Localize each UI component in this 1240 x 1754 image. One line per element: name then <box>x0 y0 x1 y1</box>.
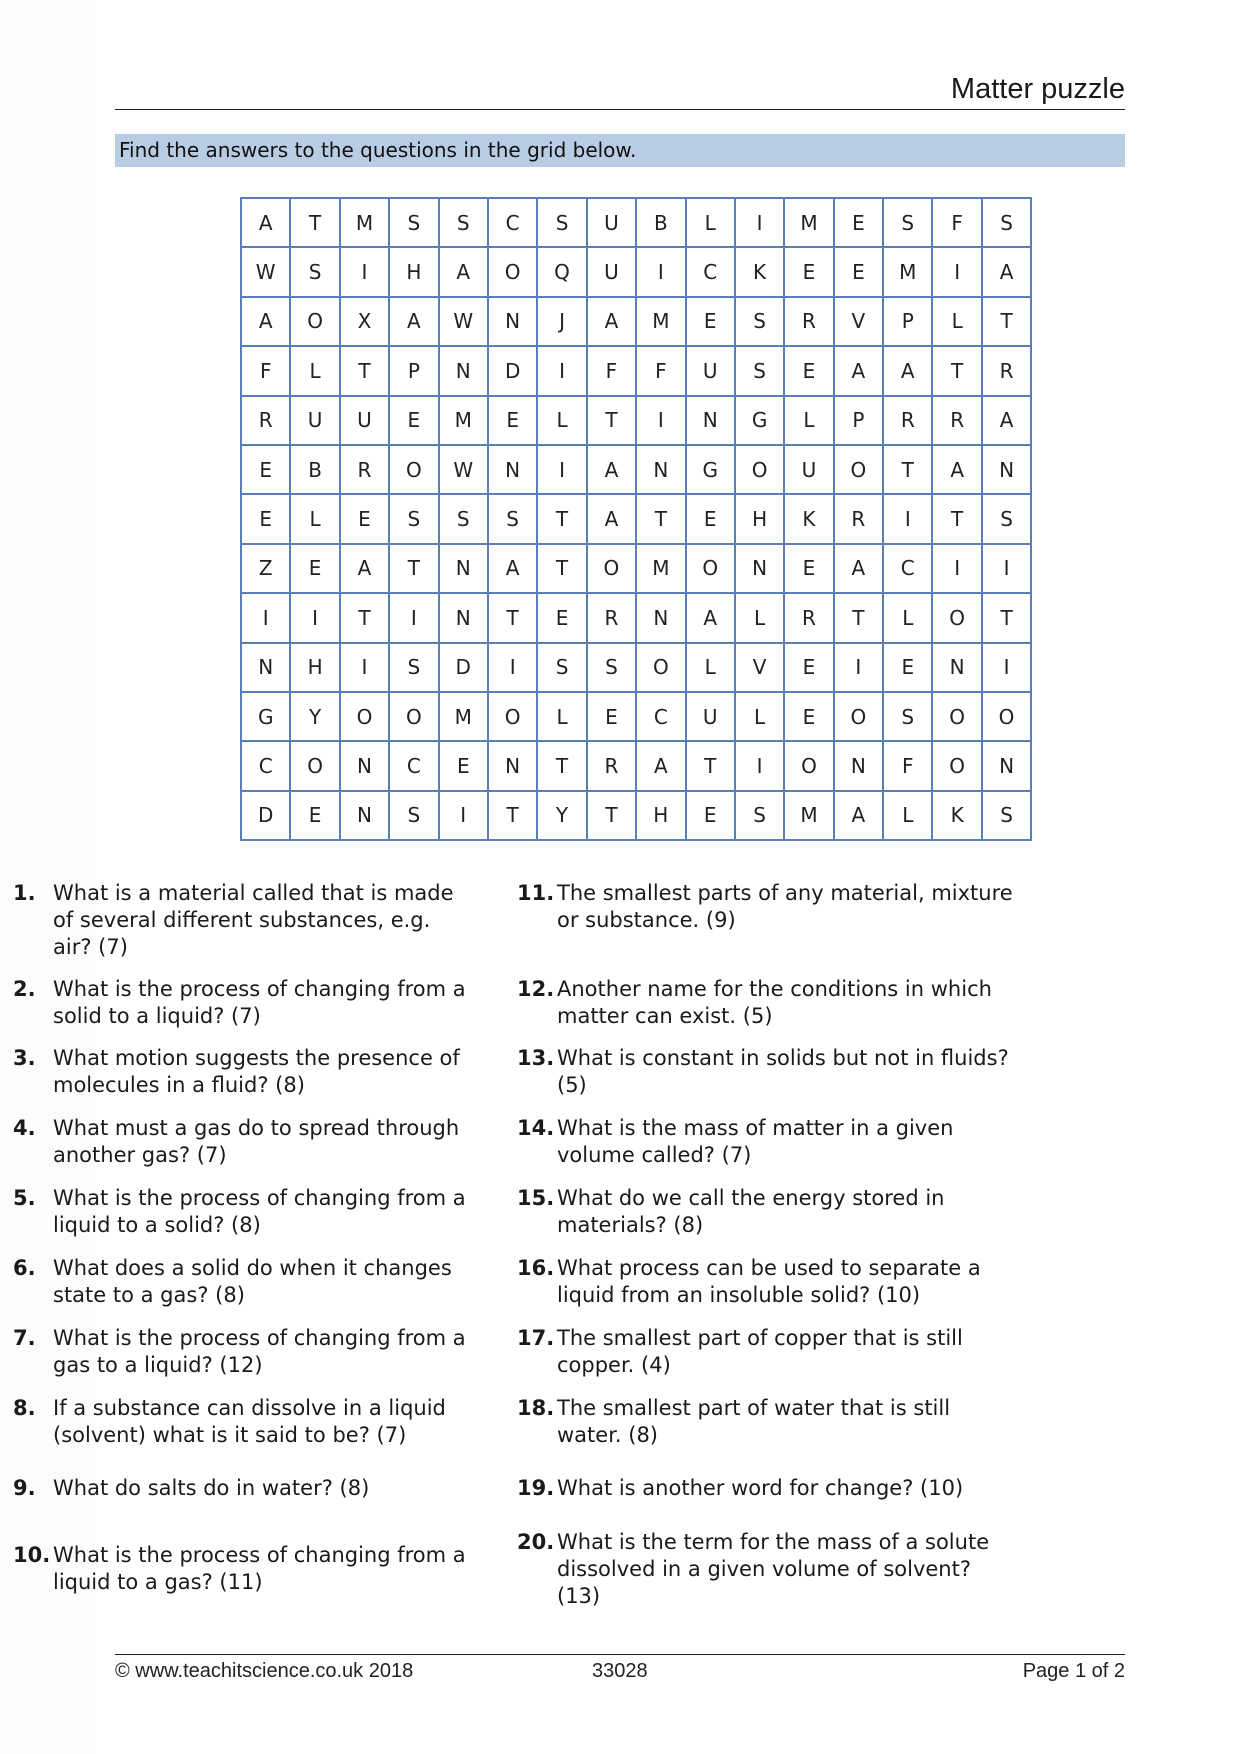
grid-cell: G <box>735 396 784 445</box>
grid-cell: T <box>982 593 1031 642</box>
grid-cell: S <box>883 198 932 247</box>
grid-cell: I <box>340 643 389 692</box>
question-text: What is the process of changing from a liquid to a solid? (8) <box>53 1186 466 1237</box>
grid-cell: A <box>241 297 290 346</box>
grid-cell: C <box>636 692 685 741</box>
grid-cell: B <box>290 445 339 494</box>
grid-cell: S <box>883 692 932 741</box>
grid-cell: O <box>290 741 339 790</box>
grid-row <box>241 396 1031 445</box>
grid-cell: A <box>389 297 438 346</box>
grid-row <box>241 544 1031 593</box>
grid-cell: L <box>537 692 586 741</box>
grid-cell: S <box>982 198 1031 247</box>
grid-row <box>241 247 1031 296</box>
grid-cell: L <box>290 494 339 543</box>
grid-cell: O <box>488 247 537 296</box>
grid-cell: I <box>636 247 685 296</box>
question-text: What is another word for change? (10) <box>557 1476 964 1500</box>
question-item <box>517 1115 1017 1169</box>
grid-cell: I <box>735 198 784 247</box>
grid-cell: N <box>488 741 537 790</box>
grid-cell: I <box>290 593 339 642</box>
grid-cell: I <box>537 445 586 494</box>
grid-cell: O <box>932 593 981 642</box>
grid-cell: N <box>636 445 685 494</box>
grid-cell: I <box>834 643 883 692</box>
grid-cell: W <box>241 247 290 296</box>
grid-cell: S <box>389 198 438 247</box>
grid-cell: M <box>636 544 685 593</box>
question-number: 9. <box>13 1476 36 1500</box>
grid-cell: R <box>784 297 833 346</box>
question-item <box>13 1255 473 1309</box>
grid-cell: L <box>883 791 932 840</box>
grid-cell: A <box>982 247 1031 296</box>
grid-cell: M <box>439 692 488 741</box>
grid-cell: R <box>982 346 1031 395</box>
question-item <box>517 1045 1017 1099</box>
grid-cell: E <box>686 297 735 346</box>
grid-cell: P <box>834 396 883 445</box>
grid-cell: O <box>834 445 883 494</box>
grid-cell: M <box>340 198 389 247</box>
question-item <box>13 880 473 961</box>
question-text: What is the process of changing from a solid to a liquid? (7) <box>53 977 466 1028</box>
grid-cell: A <box>241 198 290 247</box>
grid-cell: E <box>834 198 883 247</box>
grid-cell: A <box>587 494 636 543</box>
question-number: 5. <box>13 1186 36 1210</box>
grid-cell: L <box>883 593 932 642</box>
question-item <box>517 976 1017 1030</box>
grid-cell: T <box>389 544 438 593</box>
question-number: 18. <box>517 1396 555 1420</box>
grid-cell: R <box>587 593 636 642</box>
grid-cell: S <box>389 791 438 840</box>
grid-cell: T <box>488 593 537 642</box>
grid-cell: N <box>982 741 1031 790</box>
grid-cell: C <box>389 741 438 790</box>
grid-cell: M <box>636 297 685 346</box>
grid-row <box>241 346 1031 395</box>
grid-cell: I <box>982 544 1031 593</box>
grid-cell: S <box>735 346 784 395</box>
question-item <box>13 1045 473 1099</box>
grid-cell: O <box>834 692 883 741</box>
question-number: 17. <box>517 1326 555 1350</box>
grid-cell: I <box>389 593 438 642</box>
grid-cell: Z <box>241 544 290 593</box>
question-text: What is the process of changing from a gas to a liquid? (12) <box>53 1326 466 1377</box>
grid-cell: E <box>389 396 438 445</box>
grid-cell: A <box>587 445 636 494</box>
grid-cell: S <box>537 198 586 247</box>
grid-cell: D <box>241 791 290 840</box>
grid-cell: E <box>290 791 339 840</box>
grid-cell: H <box>389 247 438 296</box>
grid-cell: S <box>982 494 1031 543</box>
grid-cell: K <box>735 247 784 296</box>
grid-cell: L <box>932 297 981 346</box>
grid-cell: A <box>834 791 883 840</box>
grid-cell: I <box>241 593 290 642</box>
grid-cell: C <box>686 247 735 296</box>
question-number: 6. <box>13 1256 36 1280</box>
grid-cell: L <box>686 198 735 247</box>
grid-cell: N <box>439 593 488 642</box>
grid-cell: N <box>488 297 537 346</box>
question-item <box>517 1255 1017 1309</box>
grid-cell: N <box>241 643 290 692</box>
grid-cell: T <box>290 198 339 247</box>
question-number: 3. <box>13 1046 36 1070</box>
grid-cell: N <box>982 445 1031 494</box>
grid-cell: O <box>389 445 438 494</box>
grid-cell: N <box>686 396 735 445</box>
grid-cell: O <box>488 692 537 741</box>
question-text: If a substance can dissolve in a liquid (solvent) what is it said to be? (7) <box>53 1396 446 1447</box>
question-text: What process can be used to separate a liquid from an insoluble solid? (10) <box>557 1256 981 1307</box>
grid-cell: M <box>784 791 833 840</box>
grid-cell: U <box>290 396 339 445</box>
grid-cell: T <box>537 741 586 790</box>
grid-cell: N <box>439 544 488 593</box>
question-item <box>517 1185 1017 1239</box>
grid-cell: M <box>439 396 488 445</box>
footer-page-number: Page 1 of 2 <box>1022 1660 1125 1682</box>
question-number: 15. <box>517 1186 555 1210</box>
grid-cell: S <box>982 791 1031 840</box>
grid-cell: I <box>439 791 488 840</box>
question-text: The smallest part of copper that is still copper. (4) <box>557 1326 963 1377</box>
grid-row <box>241 741 1031 790</box>
question-number: 19. <box>517 1476 555 1500</box>
grid-cell: F <box>636 346 685 395</box>
grid-cell: I <box>932 544 981 593</box>
grid-cell: E <box>241 494 290 543</box>
question-item <box>517 1475 1017 1502</box>
footer-divider <box>115 1654 1125 1655</box>
question-item <box>13 1185 473 1239</box>
title-divider <box>115 109 1125 110</box>
grid-cell: S <box>439 494 488 543</box>
grid-cell: T <box>340 593 389 642</box>
question-number: 10. <box>13 1543 51 1567</box>
grid-cell: S <box>389 494 438 543</box>
grid-cell: U <box>340 396 389 445</box>
grid-cell: W <box>439 297 488 346</box>
grid-cell: G <box>241 692 290 741</box>
grid-cell: S <box>587 643 636 692</box>
grid-cell: H <box>735 494 784 543</box>
grid-cell: I <box>932 247 981 296</box>
grid-cell: R <box>834 494 883 543</box>
grid-cell: O <box>932 741 981 790</box>
question-text: What do we call the energy stored in materials? (8) <box>557 1186 945 1237</box>
grid-cell: I <box>537 346 586 395</box>
grid-cell: O <box>587 544 636 593</box>
grid-cell: V <box>834 297 883 346</box>
grid-cell: R <box>241 396 290 445</box>
grid-cell: O <box>784 741 833 790</box>
grid-cell: I <box>636 396 685 445</box>
grid-cell: A <box>834 544 883 593</box>
grid-cell: E <box>834 247 883 296</box>
grid-cell: T <box>537 494 586 543</box>
question-text: What do salts do in water? (8) <box>53 1476 370 1500</box>
grid-cell: E <box>686 791 735 840</box>
grid-cell: E <box>439 741 488 790</box>
grid-cell: C <box>883 544 932 593</box>
question-number: 20. <box>517 1530 555 1554</box>
grid-cell: L <box>537 396 586 445</box>
grid-cell: R <box>340 445 389 494</box>
grid-cell: A <box>340 544 389 593</box>
grid-cell: T <box>587 396 636 445</box>
grid-cell: S <box>735 791 784 840</box>
question-number: 11. <box>517 881 555 905</box>
grid-cell: I <box>883 494 932 543</box>
grid-cell: S <box>537 643 586 692</box>
grid-row <box>241 692 1031 741</box>
grid-cell: F <box>587 346 636 395</box>
grid-cell: E <box>784 544 833 593</box>
grid-cell: T <box>587 791 636 840</box>
grid-cell: H <box>636 791 685 840</box>
grid-cell: T <box>834 593 883 642</box>
grid-row <box>241 297 1031 346</box>
question-text: What is the mass of matter in a given volume called? (7) <box>557 1116 954 1167</box>
footer-copyright: © www.teachitscience.co.uk 2018 <box>115 1660 414 1682</box>
question-text: The smallest parts of any material, mixture or substance. (9) <box>557 881 1013 932</box>
grid-cell: U <box>784 445 833 494</box>
grid-cell: T <box>537 544 586 593</box>
grid-cell: K <box>932 791 981 840</box>
grid-cell: E <box>241 445 290 494</box>
grid-cell: E <box>784 346 833 395</box>
question-item <box>13 1325 473 1379</box>
question-text: What motion suggests the presence of molecules in a fluid? (8) <box>53 1046 460 1097</box>
question-number: 16. <box>517 1256 555 1280</box>
grid-cell: R <box>883 396 932 445</box>
grid-cell: F <box>241 346 290 395</box>
grid-cell: A <box>587 297 636 346</box>
question-item <box>517 880 1017 934</box>
question-number: 12. <box>517 977 555 1001</box>
grid-row <box>241 791 1031 840</box>
question-text: What is the term for the mass of a solute dissolved in a given volume of solvent? (13) <box>557 1530 990 1608</box>
grid-cell: D <box>439 643 488 692</box>
grid-row <box>241 198 1031 247</box>
grid-cell: N <box>735 544 784 593</box>
grid-cell: T <box>883 445 932 494</box>
question-number: 7. <box>13 1326 36 1350</box>
question-item <box>517 1529 1017 1610</box>
grid-cell: L <box>784 396 833 445</box>
grid-cell: A <box>834 346 883 395</box>
question-item <box>517 1325 1017 1379</box>
question-item <box>13 1115 473 1169</box>
question-text: What is a material called that is made of several different substances, e.g. air? (7) <box>53 881 454 959</box>
question-item <box>13 976 473 1030</box>
grid-cell: N <box>439 346 488 395</box>
grid-cell: T <box>488 791 537 840</box>
grid-cell: O <box>389 692 438 741</box>
grid-cell: A <box>488 544 537 593</box>
page-title: Matter puzzle <box>950 73 1125 105</box>
grid-cell: Q <box>537 247 586 296</box>
grid-cell: S <box>389 643 438 692</box>
grid-cell: A <box>686 593 735 642</box>
grid-cell: A <box>883 346 932 395</box>
grid-cell: F <box>883 741 932 790</box>
instructions-banner: Find the answers to the questions in the grid below. <box>115 134 1125 167</box>
grid-cell: O <box>340 692 389 741</box>
grid-cell: O <box>982 692 1031 741</box>
question-item <box>517 1395 1017 1449</box>
grid-row <box>241 643 1031 692</box>
question-number: 2. <box>13 977 36 1001</box>
grid-cell: D <box>488 346 537 395</box>
grid-cell: T <box>932 346 981 395</box>
grid-cell: N <box>636 593 685 642</box>
grid-cell: V <box>735 643 784 692</box>
grid-cell: R <box>587 741 636 790</box>
grid-cell: O <box>636 643 685 692</box>
grid-cell: E <box>340 494 389 543</box>
grid-cell: E <box>784 692 833 741</box>
grid-cell: L <box>735 692 784 741</box>
grid-cell: I <box>488 643 537 692</box>
question-text: What must a gas do to spread through another gas? (7) <box>53 1116 460 1167</box>
grid-cell: I <box>340 247 389 296</box>
grid-cell: J <box>537 297 586 346</box>
grid-row <box>241 593 1031 642</box>
grid-cell: E <box>784 247 833 296</box>
grid-cell: I <box>735 741 784 790</box>
grid-cell: E <box>784 643 833 692</box>
grid-cell: P <box>389 346 438 395</box>
grid-cell: G <box>686 445 735 494</box>
grid-cell: H <box>290 643 339 692</box>
grid-row <box>241 445 1031 494</box>
grid-cell: T <box>982 297 1031 346</box>
question-text: What does a solid do when it changes state to a gas? (8) <box>53 1256 452 1307</box>
grid-cell: R <box>932 396 981 445</box>
grid-cell: T <box>932 494 981 543</box>
grid-cell: X <box>340 297 389 346</box>
word-search-grid <box>240 197 1032 841</box>
grid-cell: U <box>587 198 636 247</box>
grid-cell: E <box>537 593 586 642</box>
grid-cell: U <box>587 247 636 296</box>
grid-cell: S <box>290 247 339 296</box>
grid-cell: B <box>636 198 685 247</box>
grid-cell: E <box>488 396 537 445</box>
grid-cell: E <box>587 692 636 741</box>
grid-cell: N <box>834 741 883 790</box>
grid-cell: S <box>735 297 784 346</box>
grid-cell: O <box>686 544 735 593</box>
grid-cell: N <box>340 741 389 790</box>
grid-cell: P <box>883 297 932 346</box>
grid-cell: R <box>784 593 833 642</box>
grid-cell: Y <box>537 791 586 840</box>
question-number: 14. <box>517 1116 555 1140</box>
question-text: What is the process of changing from a liquid to a gas? (11) <box>53 1543 466 1594</box>
grid-cell: E <box>686 494 735 543</box>
grid-cell: N <box>340 791 389 840</box>
grid-cell: S <box>439 198 488 247</box>
grid-cell: M <box>784 198 833 247</box>
grid-cell: L <box>686 643 735 692</box>
grid-cell: O <box>932 692 981 741</box>
grid-row <box>241 494 1031 543</box>
grid-cell: E <box>883 643 932 692</box>
grid-cell: N <box>932 643 981 692</box>
question-text: What is constant in solids but not in fluids? (5) <box>557 1046 1009 1097</box>
question-number: 8. <box>13 1396 36 1420</box>
grid-cell: M <box>883 247 932 296</box>
question-item <box>13 1475 473 1502</box>
grid-cell: O <box>735 445 784 494</box>
grid-cell: N <box>488 445 537 494</box>
grid-cell: Y <box>290 692 339 741</box>
grid-cell: O <box>290 297 339 346</box>
grid-cell: T <box>686 741 735 790</box>
grid-cell: L <box>735 593 784 642</box>
grid-cell: L <box>290 346 339 395</box>
question-text: Another name for the conditions in which matter can exist. (5) <box>557 977 992 1028</box>
grid-cell: F <box>932 198 981 247</box>
grid-cell: W <box>439 445 488 494</box>
footer-code: 33028 <box>592 1660 648 1682</box>
question-text: The smallest part of water that is still water. (8) <box>557 1396 951 1447</box>
grid-cell: I <box>982 643 1031 692</box>
grid-cell: E <box>290 544 339 593</box>
question-number: 4. <box>13 1116 36 1140</box>
grid-cell: T <box>340 346 389 395</box>
grid-cell: T <box>636 494 685 543</box>
grid-cell: S <box>488 494 537 543</box>
grid-cell: A <box>439 247 488 296</box>
question-number: 1. <box>13 881 36 905</box>
question-item <box>13 1542 473 1596</box>
grid-cell: A <box>932 445 981 494</box>
question-number: 13. <box>517 1046 555 1070</box>
grid-cell: K <box>784 494 833 543</box>
question-item <box>13 1395 473 1449</box>
grid-cell: C <box>488 198 537 247</box>
grid-cell: U <box>686 346 735 395</box>
grid-cell: A <box>982 396 1031 445</box>
grid-cell: U <box>686 692 735 741</box>
grid-cell: C <box>241 741 290 790</box>
grid-cell: A <box>636 741 685 790</box>
